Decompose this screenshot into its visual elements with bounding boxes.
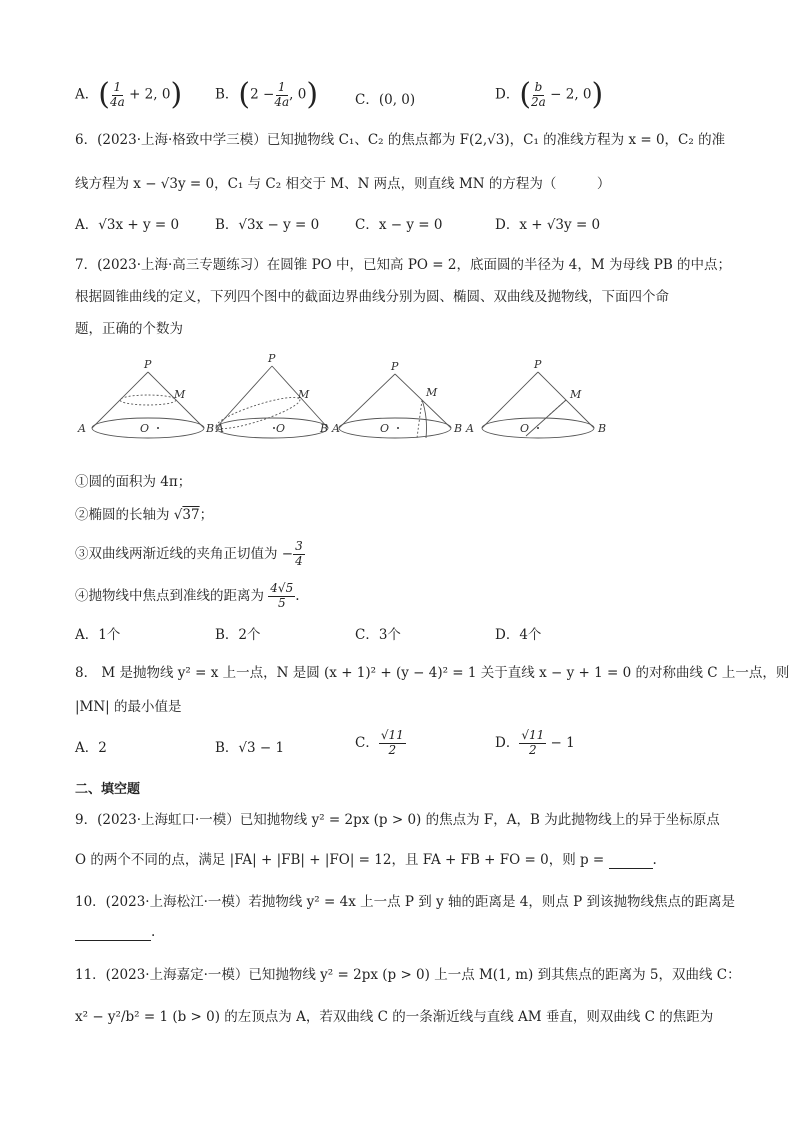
q8-options (75, 729, 735, 758)
q7-option-b: B．2个 (215, 627, 261, 643)
q10-line-1: 10．(2023·上海松江·一模）若抛物线 y² = 4x 上一点 P 到 y 轴的距离是 4，则点 P 到该抛物线焦点的距离是 (75, 894, 736, 910)
q5-option-d: D．( $\frac{b}{2a}$ − 2, 0) (495, 77, 604, 112)
q7-options (75, 623, 735, 643)
q9-line-2: O 的两个不同的点，满足 |FA| + |FB| + |FO| = 12，且 FA + FB + FO = 0，则 p = . (75, 852, 657, 868)
svg-text:A: A (466, 422, 474, 435)
q6-options (75, 213, 735, 233)
section-title-fill-in: 二、填空题 (75, 782, 141, 797)
q7-option-a: A．1个 (75, 627, 121, 643)
cone-figures (70, 352, 630, 442)
q6-line-2: 线方程为 x − √3y = 0，C₁ 与 C₂ 相交于 M、N 两点，则直线 MN 的方程为（ ） (75, 176, 611, 192)
q5-options (75, 77, 735, 112)
svg-text:B: B (320, 422, 329, 435)
q8-option-b: B．√3 − 1 (215, 740, 285, 756)
q8-line-2: |MN| 的最小值是 (75, 699, 182, 715)
svg-text:P: P (144, 358, 152, 371)
q8-option-c: C． $\frac{√11}{2}$ (355, 728, 404, 757)
q6-option-d: D．x + √3y = 0 (495, 217, 601, 233)
q7-statement-3: ③双曲线两渐近线的夹角正切值为 − $\frac{3}{4}$ (75, 539, 303, 568)
q9-answer-blank[interactable] (609, 852, 653, 869)
q5-option-c: C．(0, 0) (355, 92, 416, 108)
svg-text:P: P (268, 352, 276, 365)
q7-statement-2: ②椭圆的长轴为 √37； (75, 507, 214, 523)
q6-option-a: A．√3x + y = 0 (75, 217, 180, 233)
cone-hyperbola-section (339, 374, 451, 438)
q7-line-3: 题，正确的个数为 (75, 321, 183, 337)
q7-option-d: D．4个 (495, 627, 542, 643)
svg-text:O: O (380, 422, 390, 435)
q8-option-d: D． $\frac{√11}{2}$ − 1 (495, 728, 575, 757)
q11-line-2: x² − y²/b² = 1 (b > 0) 的左顶点为 A，若双曲线 C 的一条渐近线与直线 AM 垂直，则双曲线 C 的焦距为 (75, 1009, 714, 1025)
q6-option-c: C．x − y = 0 (355, 217, 443, 233)
svg-text:B: B (454, 422, 463, 435)
q7-statement-1: ①圆的面积为 4π； (75, 474, 192, 490)
q8-line-1: 8． M 是抛物线 y² = x 上一点，N 是圆 (x + 1)² + (y − 4)² = 1 关于直线 x − y + 1 = 0 的对称曲线 C 上一点，则 (75, 665, 790, 681)
q7-line-2: 根据圆锥曲线的定义，下列四个图中的截面边界曲线分别为圆、椭圆、双曲线及抛物线，下面四个命 (75, 289, 669, 305)
q10-answer-blank[interactable] (75, 924, 151, 941)
q7-line-1: 7．(2023·上海·高三专题练习）在圆锥 PO 中，已知高 PO = 2，底面圆的半径为 4，M 为母线 PB 的中点； (75, 257, 732, 273)
svg-text:A: A (332, 422, 340, 435)
cone-ellipse-section (214, 366, 328, 438)
q5-option-a: A．( $\frac{1}{4a}$ + 2, 0) (75, 77, 183, 112)
svg-text:B: B (598, 422, 607, 435)
svg-text:P: P (391, 360, 399, 373)
svg-text:A: A (78, 422, 86, 435)
q6-option-b: B．√3x − y = 0 (215, 217, 320, 233)
q7-statement-4: ④抛物线中焦点到准线的距离为 $\frac{4√5}{5}$ . (75, 581, 300, 610)
svg-text:B: B (206, 422, 215, 435)
svg-text:O: O (520, 422, 530, 435)
svg-text:M: M (174, 388, 186, 401)
q5-option-b: B．(2 − $\frac{1}{4a}$ , 0) (215, 77, 319, 112)
svg-text:M: M (298, 388, 310, 401)
q6-line-1: 6．(2023·上海·格致中学三模）已知抛物线 C₁、C₂ 的焦点都为 F(2,√3)，C₁ 的准线方程为 x = 0，C₂ 的准 (75, 132, 726, 148)
svg-text:A: A (216, 422, 224, 435)
q10-line-2: . (75, 924, 734, 941)
svg-text:O: O (140, 422, 150, 435)
svg-text:O: O (276, 422, 286, 435)
svg-text:M: M (426, 386, 438, 399)
svg-text:M: M (570, 388, 582, 401)
svg-text:P: P (534, 358, 542, 371)
q9-line-1: 9．(2023·上海虹口·一模）已知抛物线 y² = 2px (p > 0) 的焦点为 F，A，B 为此抛物线上的异于坐标原点 (75, 812, 720, 828)
q11-line-1: 11．(2023·上海嘉定·一模）已知抛物线 y² = 2px (p > 0) 上一点 M(1, m) 到其焦点的距离为 5，双曲线 C： (75, 967, 741, 983)
q7-option-c: C．3个 (355, 627, 401, 643)
q8-option-a: A．2 (75, 740, 107, 756)
